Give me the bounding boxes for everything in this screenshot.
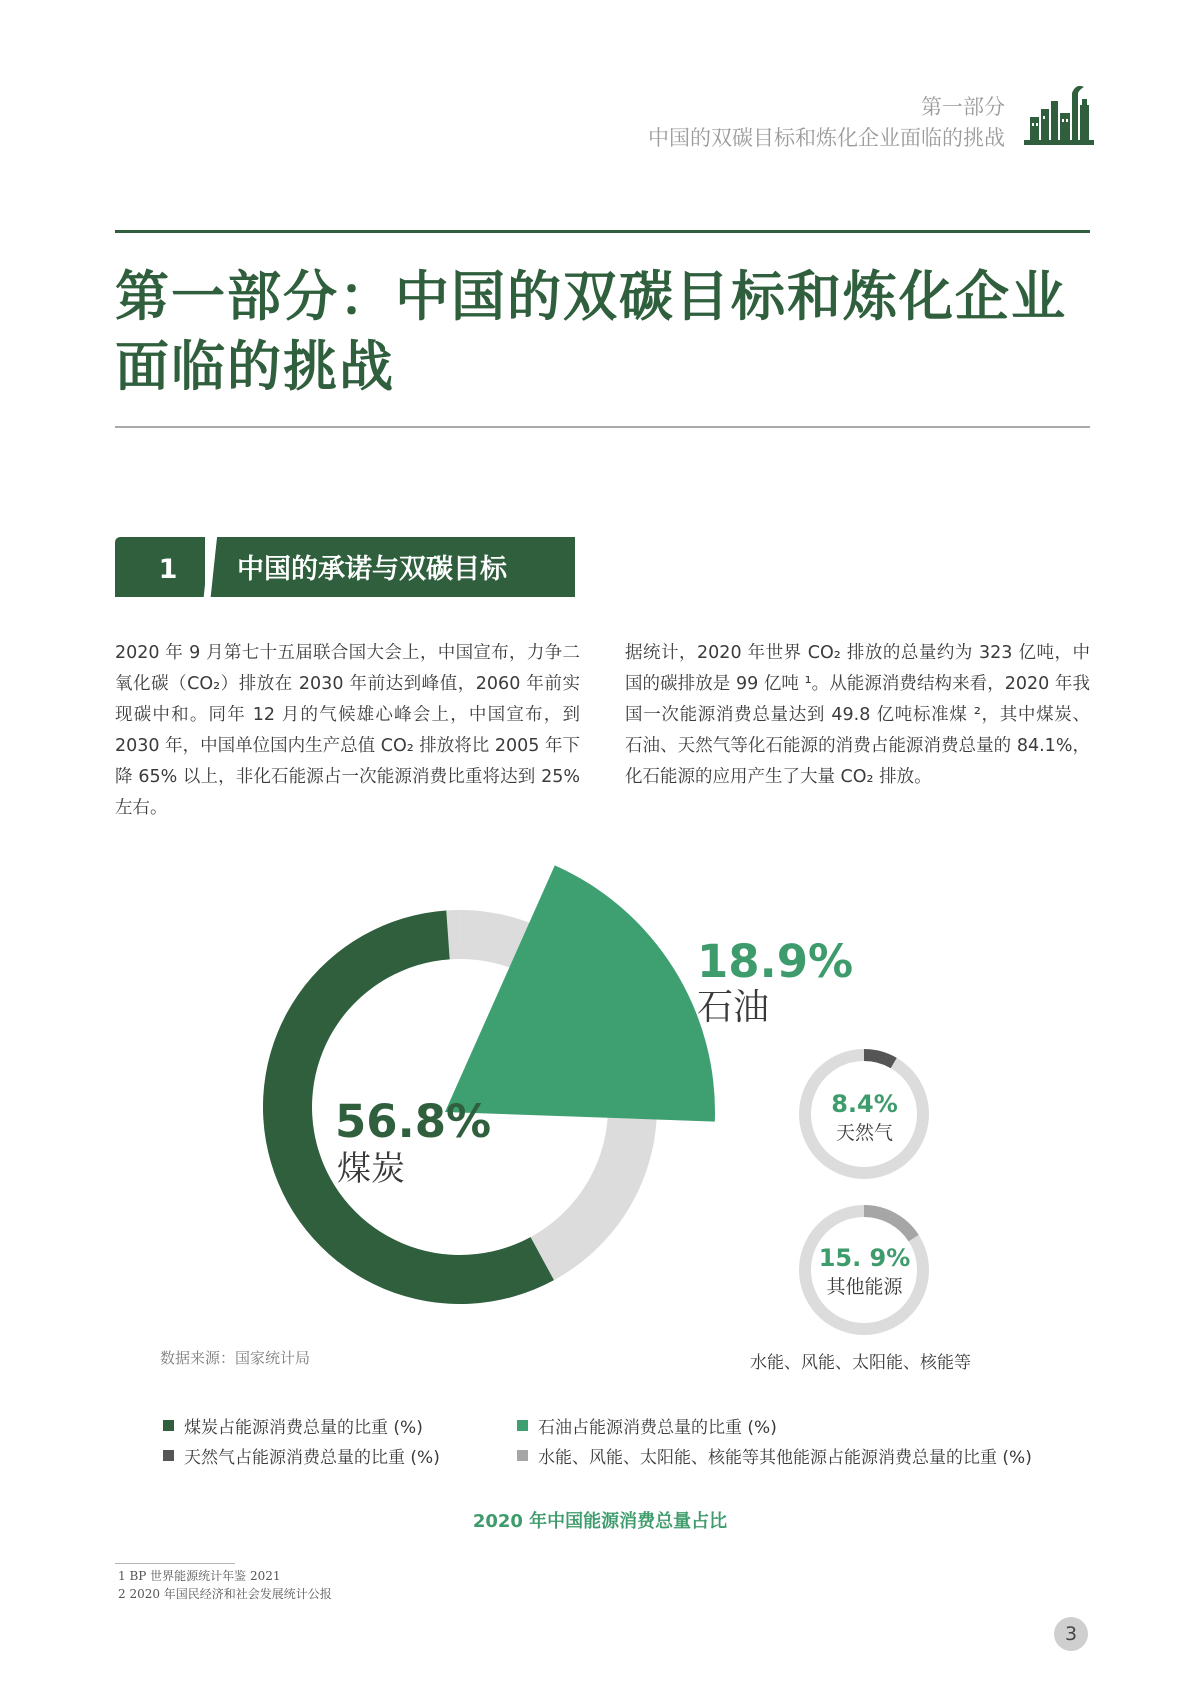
legend-swatch-gas	[163, 1450, 174, 1461]
legend-label-oil: 石油占能源消费总量的比重 (%)	[538, 1418, 777, 1438]
paragraph-left: 2020 年 9 月第七十五届联合国大会上，中国宣布，力争二氧化碳（CO₂）排放在 2030 年前达到峰值，2060 年前实现碳中和。同年 12 月的气候雄心峰会上，中国宣布，到 2030 年，中国单位国内生产总值 CO₂ 排放将比 2005 年下降 65% 以上，非化石能源占一次能源消费比重将达到 25% 左右。	[115, 643, 580, 818]
oil-segment	[445, 865, 715, 1121]
gas-percent-label: 8.4%	[831, 1090, 898, 1118]
legend-swatch-oil	[517, 1420, 528, 1431]
page-title-line1: 第一部分：中国的双碳目标和炼化企业	[115, 265, 1067, 328]
gas-name-label: 天然气	[835, 1122, 893, 1144]
legend-label-gas: 天然气占能源消费总量的比重 (%)	[184, 1448, 440, 1468]
other-percent-label: 15. 9%	[818, 1244, 911, 1272]
legend-swatch-other	[517, 1450, 528, 1461]
other-segment	[864, 1205, 919, 1241]
legend-swatch-coal	[163, 1420, 174, 1431]
coal-percent-label: 56.8%	[335, 1095, 492, 1148]
oil-percent-label: 18.9%	[697, 935, 854, 988]
section-title: 中国的承诺与双碳目标	[237, 554, 507, 585]
oil-name-label: 石油	[697, 987, 770, 1028]
gas-segment	[864, 1049, 897, 1068]
footnote-2: 2 2020 年国民经济和社会发展统计公报	[118, 1587, 332, 1601]
footnote-rule	[115, 1563, 235, 1564]
legend-item-oil	[517, 1413, 777, 1438]
data-source: 数据来源：国家统计局	[160, 1349, 311, 1367]
page-number: 3	[1054, 1617, 1088, 1651]
page-title-line2: 面临的挑战	[115, 335, 395, 398]
paragraph-right: 据统计，2020 年世界 CO₂ 排放的总量约为 323 亿吨，中国的碳排放是 99 亿吨 ¹。从能源消费结构来看，2020 年我国一次能源消费总量达到 49.8 亿吨标准煤 ²，其中煤炭、石油、天然气等化石能源的消费占能源消费总量的 84.1%，化石能源的应用产生了大量 CO₂ 排放。	[625, 643, 1090, 787]
legend-item-coal	[163, 1413, 423, 1438]
footnote-1: 1 BP 世界能源统计年鉴 2021	[118, 1569, 281, 1583]
legend-item-other	[517, 1443, 1032, 1468]
chart-caption: 2020 年中国能源消费总量占比	[472, 1511, 728, 1532]
main-donut	[263, 865, 715, 1304]
other-energy-note: 水能、风能、太阳能、核能等	[750, 1353, 971, 1373]
legend-label-other: 水能、风能、太阳能、核能等其他能源占能源消费总量的比重 (%)	[538, 1448, 1032, 1468]
running-header-part: 第一部分	[921, 95, 1005, 119]
legend-label-coal: 煤炭占能源消费总量的比重 (%)	[184, 1418, 423, 1438]
running-header-subtitle: 中国的双碳目标和炼化企业面临的挑战	[648, 126, 1005, 150]
legend-item-gas	[163, 1443, 440, 1468]
other-name-label: 其他能源	[826, 1276, 903, 1298]
section-number: 1	[158, 554, 178, 585]
coal-name-label: 煤炭	[337, 1149, 405, 1189]
